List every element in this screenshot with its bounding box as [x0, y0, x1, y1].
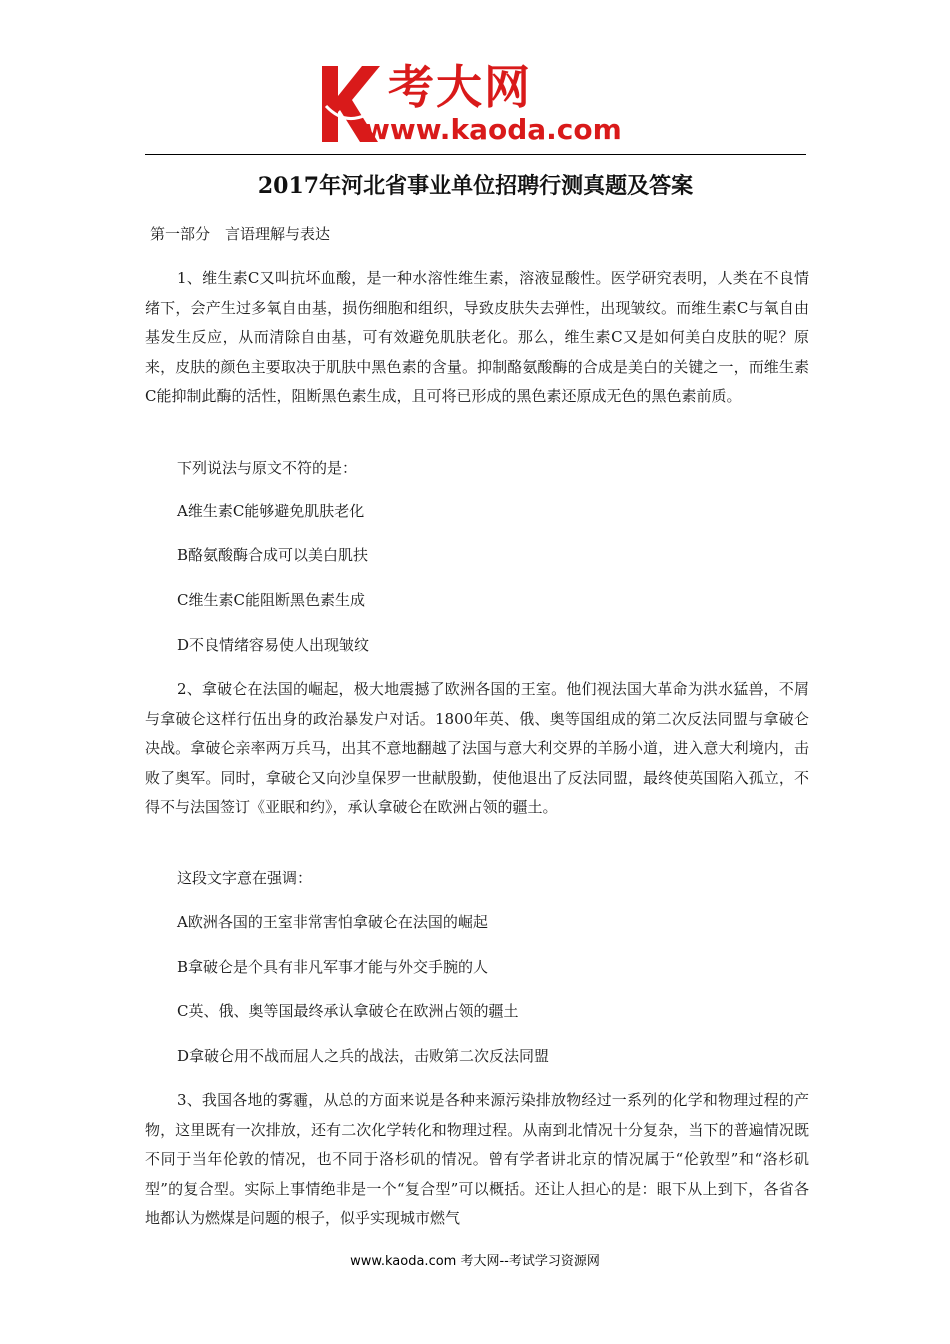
page-title: 2017年河北省事业单位招聘行测真题及答案: [257, 173, 694, 199]
question-1-option-b: B酪氨酸酶合成可以美白肌扶: [177, 546, 369, 564]
header-divider: [145, 154, 806, 155]
question-2-prompt: 这段文字意在强调：: [177, 869, 313, 887]
page-footer: www.kaoda.com 考大网--考试学习资源网: [350, 1254, 600, 1269]
section-heading: 第一部分 言语理解与表达: [150, 225, 331, 243]
logo-chinese-name: 考大网: [388, 60, 532, 114]
question-2-option-d: D拿破仑用不战而屈人之兵的战法，击败第二次反法同盟: [177, 1047, 550, 1065]
question-2-option-b: B拿破仑是个具有非凡军事才能与外交手腕的人: [177, 958, 489, 976]
question-2-option-a: A欧洲各国的王室非常害怕拿破仑在法国的崛起: [177, 913, 488, 931]
question-1-passage: 1、维生素C又叫抗坏血酸，是一种水溶性维生素，溶液显酸性。医学研究表明，人类在不良情绪下，会产生过多氧自由基，损伤细胞和组织，导致皮肤失去弹性，出现皱纹。而维生素C与氧自由基发生反应，从而清除自由基，可有效避免肌肤老化。那么，维生素C又是如何美白皮肤的呢？原来，皮肤的颜色主要取决于肌肤中黑色素的含量。抑制酪氨酸酶的合成是美白的关键之一，而维生素C能抑制此酶的活性，阻断黑色素生成，且可将已形成的黑色素还原成无色的黑色素前质。: [145, 269, 809, 405]
question-1-option-d: D不良情绪容易使人出现皱纹: [177, 636, 370, 654]
question-2-passage: 2、拿破仑在法国的崛起，极大地震撼了欧洲各国的王室。他们视法国大革命为洪水猛兽，不屑与拿破仑这样行伍出身的政治暴发户对话。1800年英、俄、奥等国组成的第二次反法同盟与拿破仑决战。拿破仑亲率两万兵马，出其不意地翻越了法国与意大利交界的羊肠小道，进入意大利境内，击败了奥军。同时，拿破仑又向沙皇保罗一世献殷勤，使他退出了反法同盟，最终使英国陷入孤立，不得不与法国签订《亚眠和约》，承认拿破仑在欧洲占领的疆土。: [145, 680, 809, 816]
logo-url-text: www.kaoda.com: [364, 113, 622, 146]
question-1-option-a: A维生素C能够避免肌肤老化: [177, 502, 365, 520]
question-3-passage: 3、我国各地的雾霾，从总的方面来说是各种来源污染排放物经过一系列的化学和物理过程的产物，这里既有一次排放，还有二次化学转化和物理过程。从南到北情况十分复杂，当下的普遍情况既不同于当年伦敦的情况，也不同于洛杉矶的情况。曾有学者讲北京的情况属于“伦敦型”和“洛杉矶型”的复合型。实际上事情绝非是一个“复合型”可以概括。还让人担心的是：眼下从上到下，各省各地都认为燃煤是问题的根子，似乎实现城市燃气: [145, 1091, 809, 1227]
question-1-prompt: 下列说法与原文不符的是：: [177, 459, 358, 477]
question-2-option-c: C英、俄、奥等国最终承认拿破仑在欧洲占领的疆土: [177, 1002, 519, 1020]
question-1-option-c: C维生素C能阻断黑色素生成: [177, 591, 365, 609]
kaoda-logo: [316, 58, 646, 150]
